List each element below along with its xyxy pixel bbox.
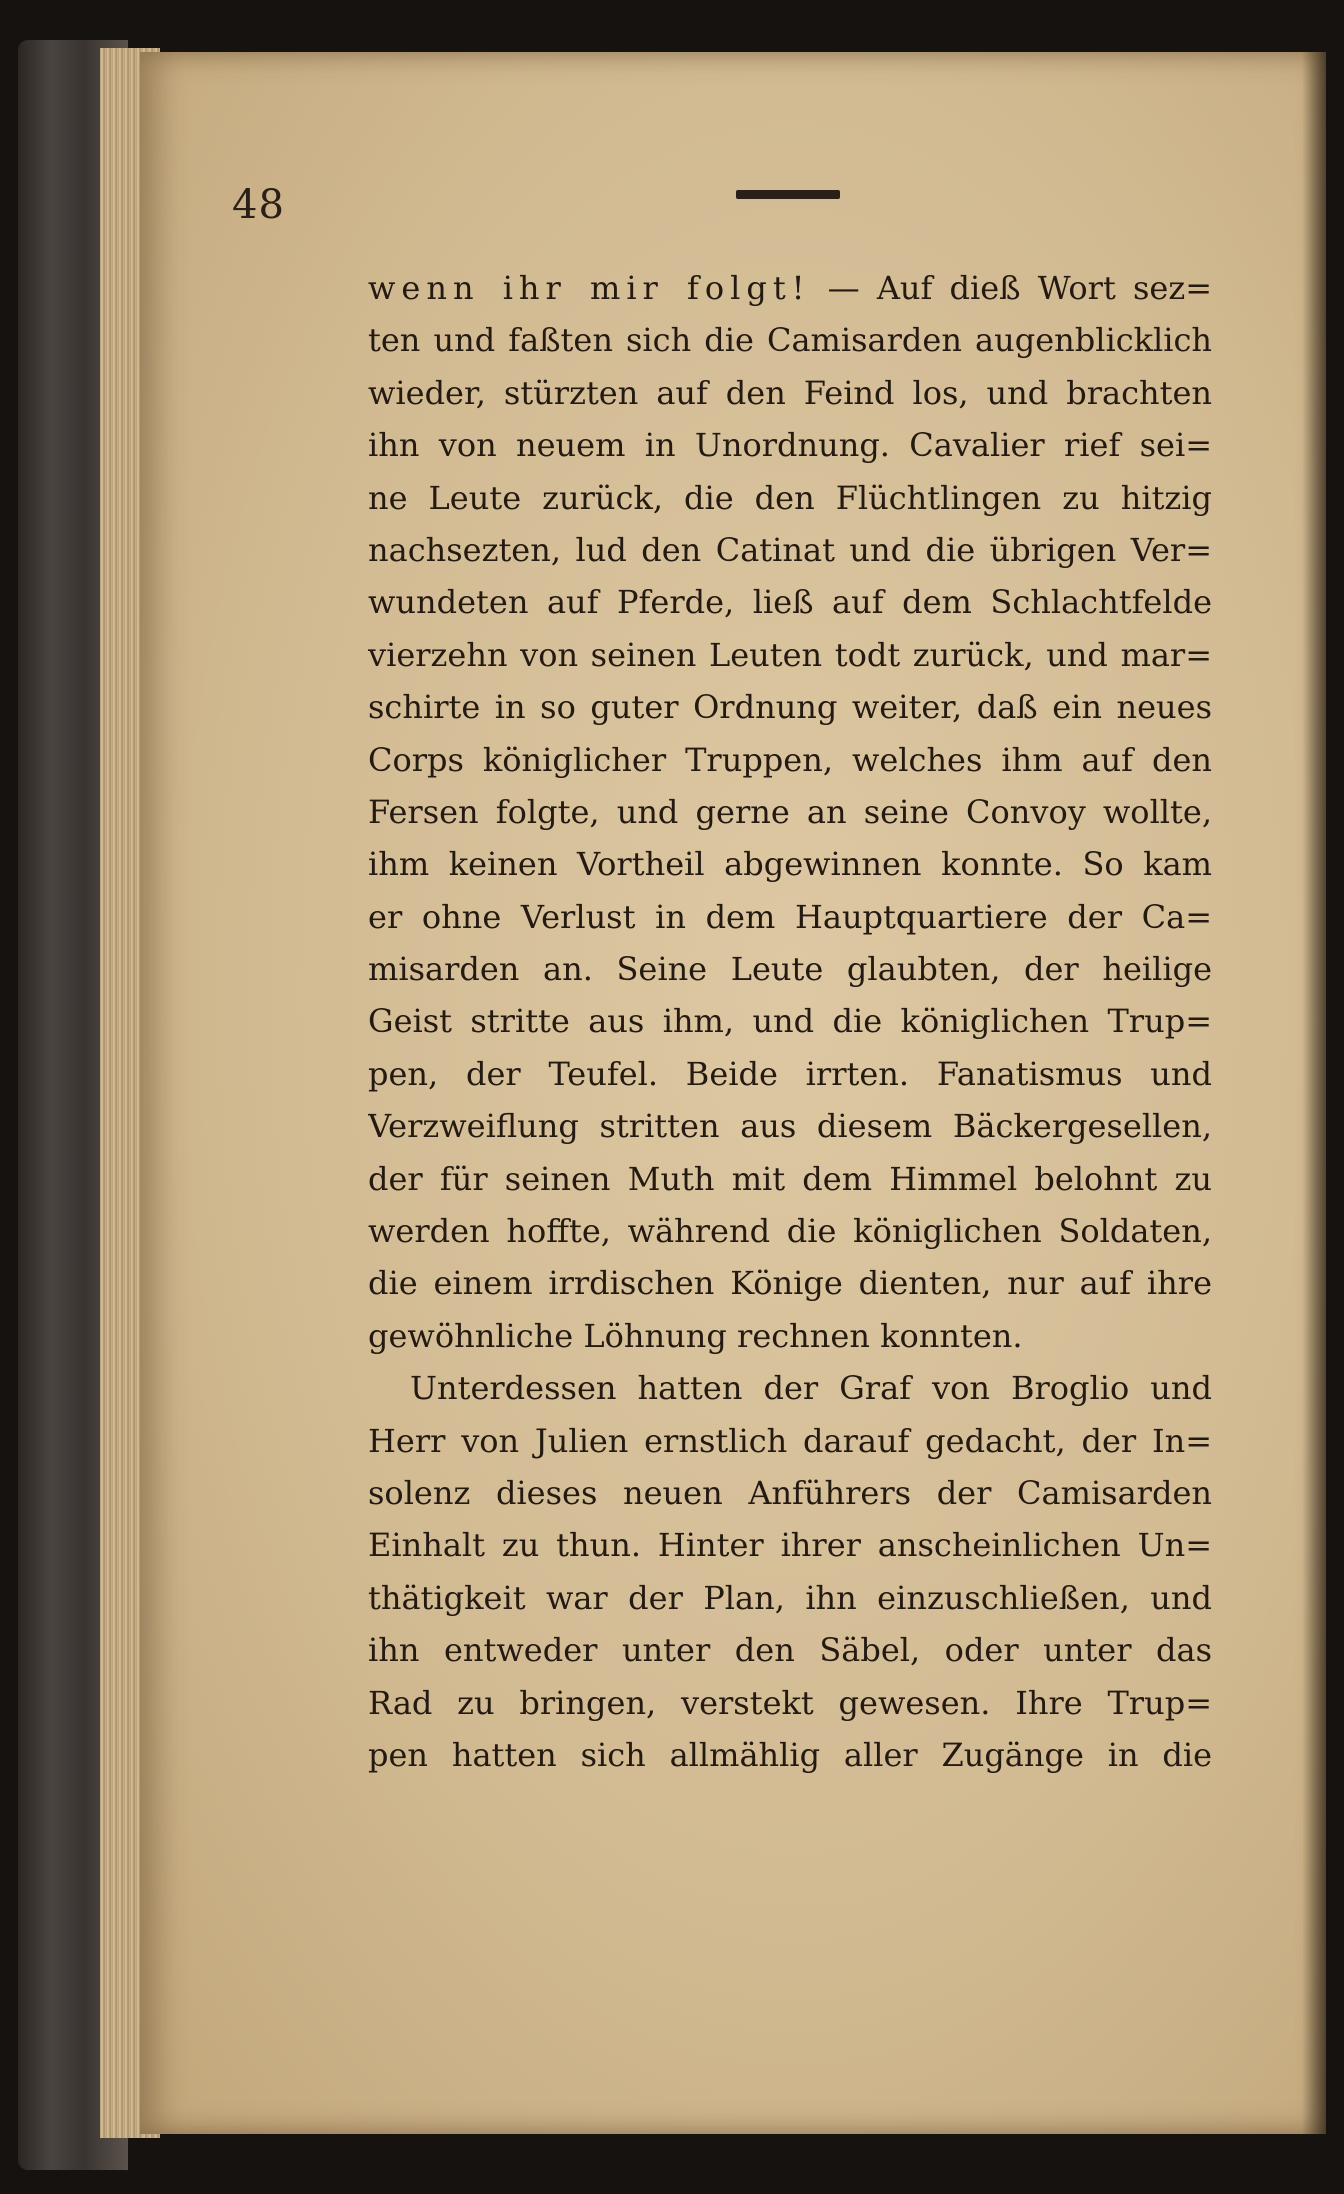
header-rule	[736, 190, 840, 199]
body-text	[368, 262, 1212, 1781]
text-line: ihn von neuem in Unordnung. Cavalier rief sei=	[368, 426, 1212, 465]
text-line: ihn entweder unter den Säbel, oder unter das	[368, 1631, 1212, 1670]
text-line: solenz dieses neuen Anführers der Camisarden	[368, 1473, 1212, 1512]
paragraph-last-line: gewöhnliche Löhnung rechnen konnten.	[368, 1316, 1023, 1355]
text-line: vierzehn von seinen Leuten todt zurück, und mar=	[368, 635, 1212, 674]
text-line: werden hoffte, während die königlichen Soldaten,	[368, 1212, 1212, 1251]
text-line: Geist stritte aus ihm, und die königlichen Trup=	[368, 1002, 1212, 1041]
text-line: Herr von Julien ernstlich darauf gedacht, der In=	[368, 1421, 1212, 1460]
text-line: ten und faßten sich die Camisarden augenblicklich	[368, 321, 1212, 360]
text-line: wundeten auf Pferde, ließ auf dem Schlachtfelde	[368, 583, 1212, 622]
text-line: die einem irrdischen Könige dienten, nur auf ihre	[368, 1264, 1212, 1303]
text-line: Verzweiflung stritten aus diesem Bäckergesellen,	[368, 1107, 1212, 1146]
text-line: schirte in so guter Ordnung weiter, daß ein neues	[368, 688, 1212, 727]
text-line: er ohne Verlust in dem Hauptquartiere der Ca=	[368, 897, 1212, 936]
text-line: ne Leute zurück, die den Flüchtlingen zu hitzig	[368, 478, 1212, 517]
text-line: wieder, stürzten auf den Feind los, und brachten	[368, 373, 1212, 412]
text-line: Einhalt zu thun. Hinter ihrer anscheinlichen Un=	[368, 1526, 1212, 1565]
emphasized-phrase: wenn ihr mir folgt!	[368, 269, 811, 307]
text-line: der für seinen Muth mit dem Himmel belohnt zu	[368, 1159, 1212, 1198]
paragraph-first-line: Unterdessen hatten der Graf von Broglio und	[410, 1369, 1212, 1408]
text-line: pen hatten sich allmählig aller Zugänge in die	[368, 1735, 1212, 1774]
text-line: nachsezten, lud den Catinat und die übrigen Ver=	[368, 530, 1212, 569]
text-line: Rad zu bringen, verstekt gewesen. Ihre Trup=	[368, 1683, 1212, 1722]
text-line: ihm keinen Vortheil abgewinnen konnte. So kam	[368, 845, 1212, 884]
text-line-rest: — Auf dieß Wort sez=	[810, 269, 1212, 307]
page-number: 48	[232, 182, 285, 228]
text-line: pen, der Teufel. Beide irrten. Fanatismus und	[368, 1054, 1212, 1093]
text-line: misarden an. Seine Leute glaubten, der heilige	[368, 950, 1212, 989]
text-line	[368, 262, 1212, 314]
page-gutter-shadow	[1302, 52, 1326, 2134]
text-line: Corps königlicher Truppen, welches ihm auf den	[368, 740, 1212, 779]
text-line: Fersen folgte, und gerne an seine Convoy wollte,	[368, 792, 1212, 831]
text-line: thätigkeit war der Plan, ihn einzuschließen, und	[368, 1578, 1212, 1617]
